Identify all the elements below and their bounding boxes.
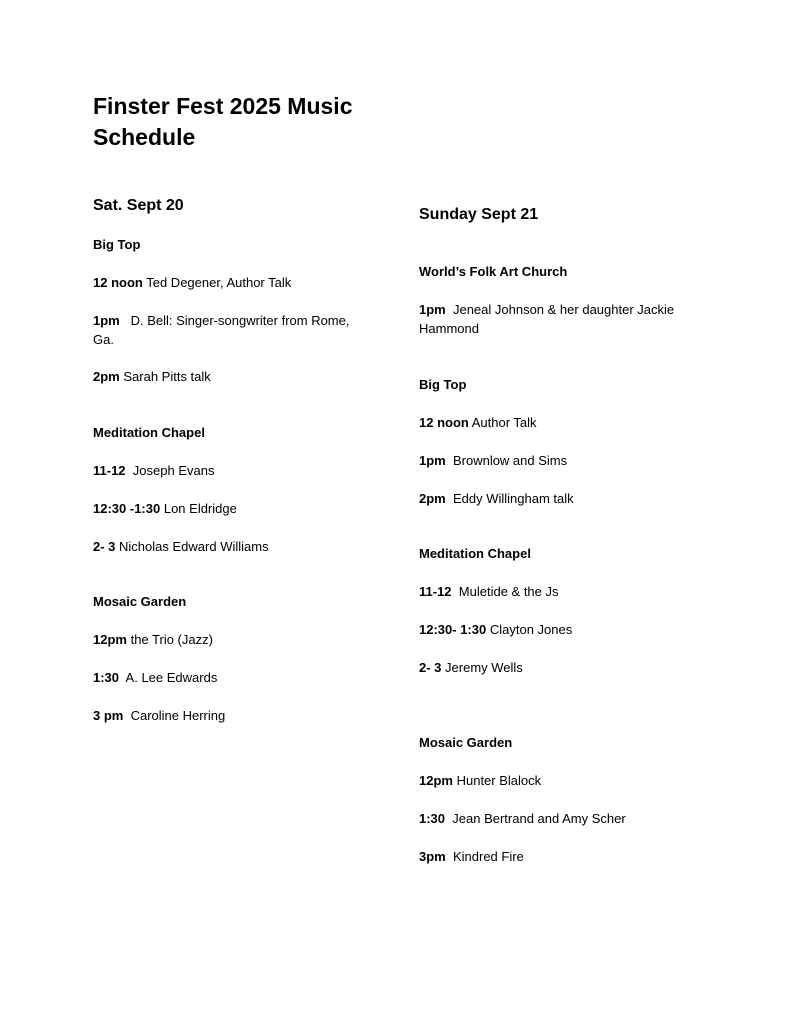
sun-church-entry	[419, 300, 719, 338]
entry-time: 1pm	[419, 302, 446, 317]
sun-big-top-entry	[419, 489, 719, 508]
entry-time: 12 noon	[419, 415, 469, 430]
entry-time: 1:30	[419, 811, 446, 826]
entry-text: Jeremy Wells	[445, 660, 523, 675]
sun-big-top-entry	[419, 413, 719, 432]
entry-text: Jeneal Johnson & her daughter Jackie Hammond	[419, 302, 675, 336]
sat-big-top-entry	[93, 367, 353, 386]
sat-chapel-entry	[93, 499, 353, 518]
entry-text: Nicholas Edward Williams	[119, 539, 269, 554]
entry-time: 3pm	[419, 849, 446, 864]
entry-text: Hunter Blalock	[456, 773, 542, 788]
entry-time: 11-12	[419, 584, 452, 599]
entry-time: 12pm	[419, 773, 453, 788]
entry-text: Muletide & the Js	[458, 584, 559, 599]
entry-text: D. Bell: Singer-songwriter from Rome, Ga.	[93, 313, 350, 347]
sat-chapel-entry	[93, 461, 353, 480]
entry-text: A. Lee Edwards	[125, 670, 218, 685]
sat-garden-entry	[93, 630, 353, 649]
sun-garden-entry	[419, 847, 719, 866]
saturday-heading: Sat. Sept 20	[93, 197, 184, 214]
entry-time: 2- 3	[93, 539, 116, 554]
sat-venue-big-top: Big Top	[93, 237, 141, 252]
sun-venue-big-top: Big Top	[419, 377, 467, 392]
page-title: Finster Fest 2025 Music Schedule	[93, 93, 353, 150]
entry-text: the Trio (Jazz)	[130, 632, 213, 647]
entry-text: Jean Bertrand and Amy Scher	[452, 811, 626, 826]
entry-time: 12:30- 1:30	[419, 622, 487, 637]
sat-garden-entry	[93, 706, 353, 725]
entry-text: Caroline Herring	[130, 708, 226, 723]
sun-venue-folk-art-church: World’s Folk Art Church	[419, 264, 568, 279]
sat-venue-mosaic-garden: Mosaic Garden	[93, 594, 187, 609]
sun-chapel-entry	[419, 582, 719, 601]
entry-time: 1pm	[93, 313, 120, 328]
sat-big-top-entry	[93, 273, 353, 292]
entry-time: 2- 3	[419, 660, 442, 675]
entry-time: 1:30	[93, 670, 120, 685]
entry-time: 1pm	[419, 453, 446, 468]
sun-garden-entry	[419, 809, 719, 828]
sun-chapel-entry	[419, 658, 719, 677]
sat-garden-entry	[93, 668, 353, 687]
sun-venue-mosaic-garden: Mosaic Garden	[419, 735, 513, 750]
sat-big-top-entry	[93, 311, 353, 349]
entry-time: 12 noon	[93, 275, 143, 290]
entry-time: 12pm	[93, 632, 127, 647]
entry-text: Sarah Pitts talk	[123, 369, 211, 384]
entry-text: Kindred Fire	[452, 849, 524, 864]
sun-big-top-entry	[419, 451, 719, 470]
sun-chapel-entry	[419, 620, 719, 639]
entry-time: 12:30 -1:30	[93, 501, 161, 516]
entry-text: Brownlow and Sims	[452, 453, 568, 468]
entry-text: Clayton Jones	[489, 622, 573, 637]
entry-text: Lon Eldridge	[163, 501, 237, 516]
sun-garden-entry	[419, 771, 719, 790]
entry-text: Author Talk	[471, 415, 537, 430]
entry-text: Ted Degener, Author Talk	[146, 275, 292, 290]
entry-time: 11-12	[93, 463, 126, 478]
sat-venue-meditation-chapel: Meditation Chapel	[93, 425, 205, 440]
sunday-heading: Sunday Sept 21	[419, 206, 539, 223]
sun-venue-meditation-chapel: Meditation Chapel	[419, 546, 531, 561]
sat-chapel-entry	[93, 537, 353, 556]
entry-text: Eddy Willingham talk	[452, 491, 574, 506]
entry-time: 2pm	[419, 491, 446, 506]
entry-time: 2pm	[93, 369, 120, 384]
entry-text: Joseph Evans	[132, 463, 215, 478]
entry-time: 3 pm	[93, 708, 124, 723]
